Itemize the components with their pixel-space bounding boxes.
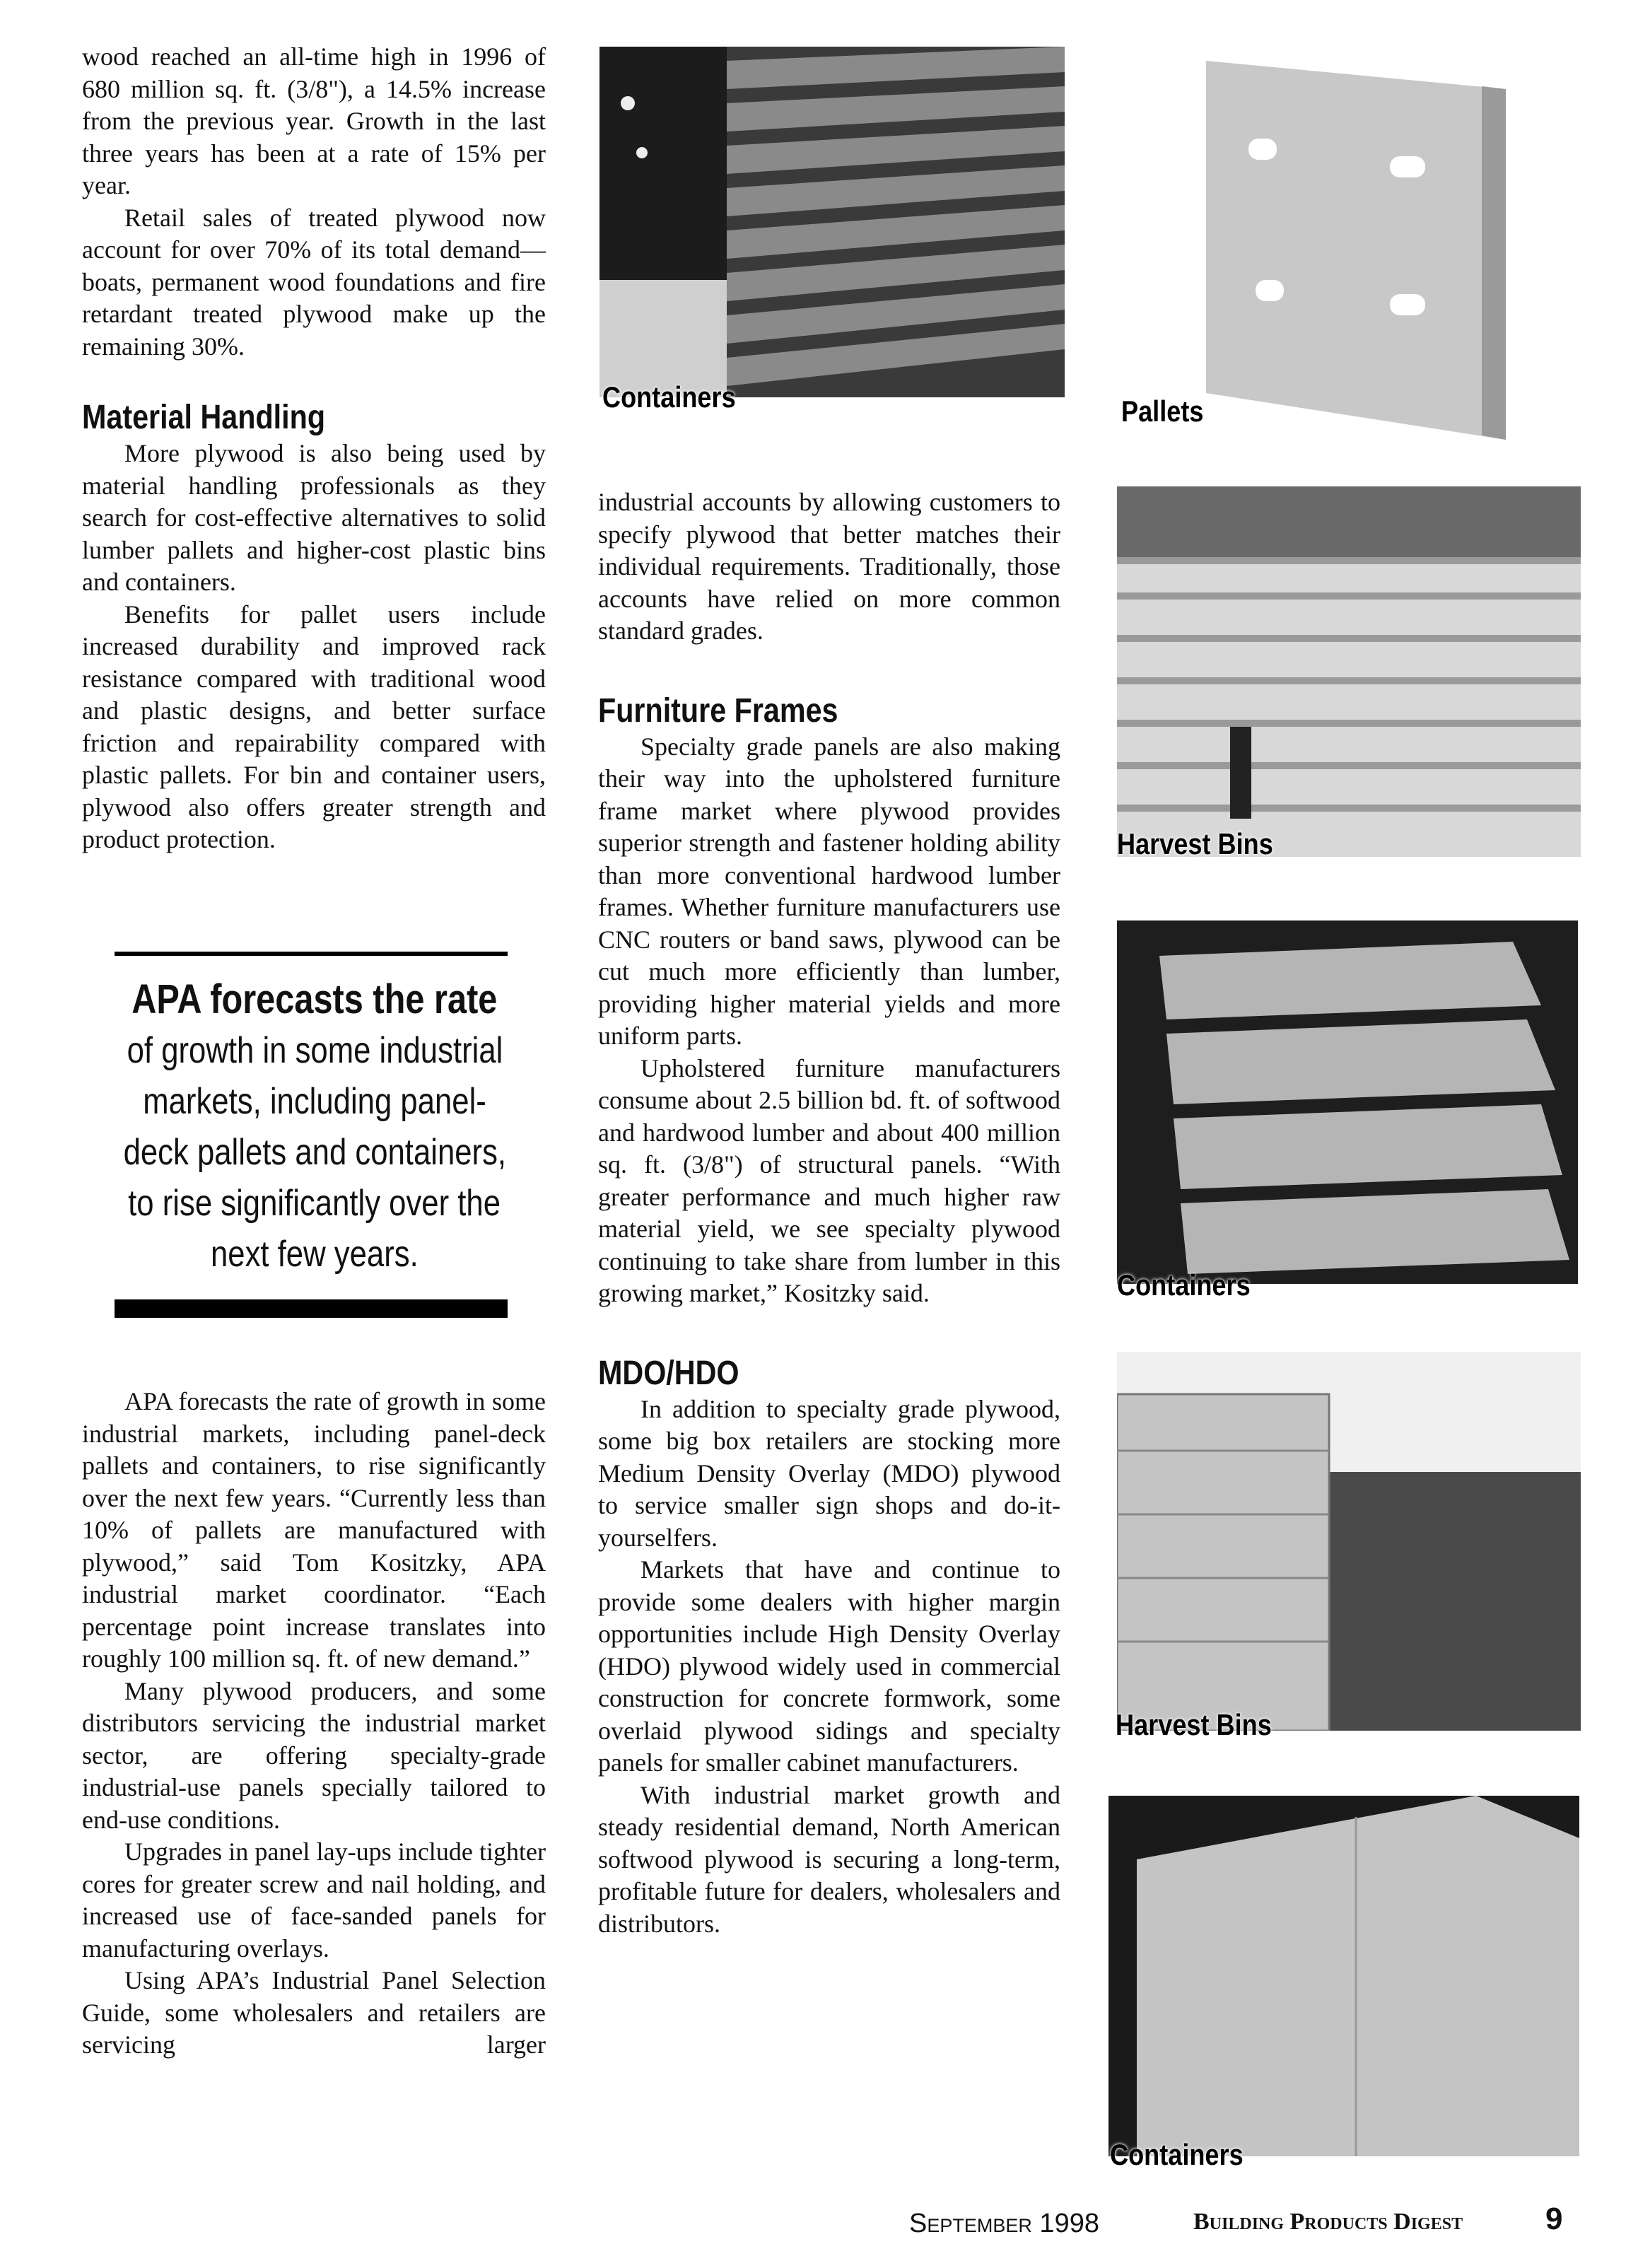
- photo-caption: Harvest Bins: [1116, 1708, 1272, 1741]
- body-paragraph: With industrial market growth and steady residential demand, North American softwood plywood is securing a long-term, profitable future for dealers, wholesalers and distributors.: [598, 1780, 1060, 1938]
- intro-paragraph: Retail sales of treated plywood now account for over 70% of its total demand—boats, permanent wood foundations and fire retardant treated plywood make up the remaining 30%.: [82, 203, 546, 361]
- pull-quote-top-rule: [115, 952, 508, 956]
- section-heading-mdo-hdo: MDO/HDO: [598, 1354, 739, 1392]
- pull-quote-line: of growth in some industrial: [127, 1030, 503, 1071]
- continued-paragraph: industrial accounts by allowing customers to specify plywood that better matches their individual requirements. Traditionally, those accounts have relied on more common standard grades.: [598, 488, 1060, 645]
- photo-caption: Pallets: [1121, 394, 1204, 428]
- pull-quote-bottom-rule: [115, 1299, 508, 1318]
- body-paragraph: APA forecasts the rate of growth in some industrial markets, including panel-deck pallets and containers, to rise significantly over the next few years. “Currently less than 10% of pallets are manufactured with plywood,” said Tom Kositzky, APA industrial market coordinator. “Each percentage point increase translates into roughly 100 million sq. ft. of new demand.”: [82, 1387, 546, 1673]
- crate-stack-photo: [1117, 920, 1578, 1284]
- orchard-bins-photo: [1117, 1352, 1581, 1731]
- body-paragraph: Using APA’s Industrial Panel Selection Guide, some wholesalers and retailers are servicing larger: [82, 1966, 546, 2059]
- body-paragraph: Upholstered furniture manufacturers consume about 2.5 billion bd. ft. of softwood and hardwood lumber and about 400 million sq. ft. (3/8") of structural panels. “With greater performance and much higher raw material yield, we see specialty plywood continuing to take share from lumber in this growing market,” Kositzky said.: [598, 1053, 1060, 1307]
- body-paragraph: Markets that have and continue to provide some dealers with higher margin opportunities include High Density Overlay (HDO) plywood widely used in commercial construction for concrete formwork, some overlaid plywood sidings and specialty panels for smaller cabinet manufacturers.: [598, 1555, 1060, 1777]
- large-crate-photo: [1108, 1796, 1579, 2156]
- left-column: [82, 41, 546, 856]
- left-column-lower: [82, 1386, 546, 2062]
- body-paragraph: Upgrades in panel lay-ups include tighter cores for greater screw and nail holding, and increased use of face-sanded panels for manufacturing overlays.: [82, 1837, 546, 1963]
- stacked-bins-photo: [1117, 486, 1581, 857]
- photo-caption: Containers: [602, 380, 736, 414]
- warehouse-containers-photo: [599, 47, 1065, 397]
- body-paragraph: Many plywood producers, and some distributors servicing the industrial market sector, are offering specialty-grade industrial-use panels specially tailored to end-use conditions.: [82, 1676, 546, 1834]
- middle-column: [598, 486, 1060, 1940]
- plywood-pallet-photo: [1206, 61, 1506, 440]
- pull-quote: [85, 974, 544, 1280]
- pull-quote-line: to rise significantly over the: [128, 1183, 501, 1224]
- footer-issue: September 1998: [909, 2209, 1099, 2238]
- body-paragraph: More plywood is also being used by material handling professionals as they search for cost-effective alternatives to solid lumber pallets and higher-cost plastic bins and containers.: [82, 439, 546, 596]
- pull-quote-heading: APA forecasts the rate: [131, 976, 498, 1022]
- footer-page-number: 9: [1545, 2202, 1563, 2236]
- pull-quote-line: next few years.: [211, 1234, 419, 1275]
- section-heading-material-handling: Material Handling: [82, 399, 326, 436]
- pull-quote-line: markets, including panel-: [143, 1081, 486, 1122]
- pull-quote-line: deck pallets and containers,: [123, 1132, 506, 1173]
- photo-caption: Harvest Bins: [1117, 827, 1273, 860]
- section-heading-furniture-frames: Furniture Frames: [598, 691, 838, 730]
- body-paragraph: In addition to specialty grade plywood, some big box retailers are stocking more Medium Density Overlay (MDO) plywood to service smaller sign shops and do-it-yourselfers.: [598, 1394, 1060, 1552]
- photo-caption: Containers: [1117, 1268, 1251, 1302]
- intro-paragraph: wood reached an all-time high in 1996 of 680 million sq. ft. (3/8"), a 14.5% increase from the previous year. Growth in the last three years has been at a rate of 15% per year.: [82, 42, 546, 199]
- footer-publication: Building Products Digest: [1193, 2209, 1463, 2235]
- photo-caption: Containers: [1110, 2138, 1244, 2171]
- body-paragraph: Benefits for pallet users include increased durability and improved rack resistance compared with traditional wood and plastic designs, and better surface friction and repairability compared with plastic pallets. For bin and container users, plywood also offers greater strength and product protection.: [82, 600, 546, 853]
- body-paragraph: Specialty grade panels are also making their way into the upholstered furniture frame market where plywood provides superior strength and fastener holding ability than more conventional hardwood lumber frames. Whether furniture manufacturers use CNC routers or band saws, plywood can be cut much more efficiently than lumber, providing higher material yields and more uniform parts.: [598, 732, 1060, 1050]
